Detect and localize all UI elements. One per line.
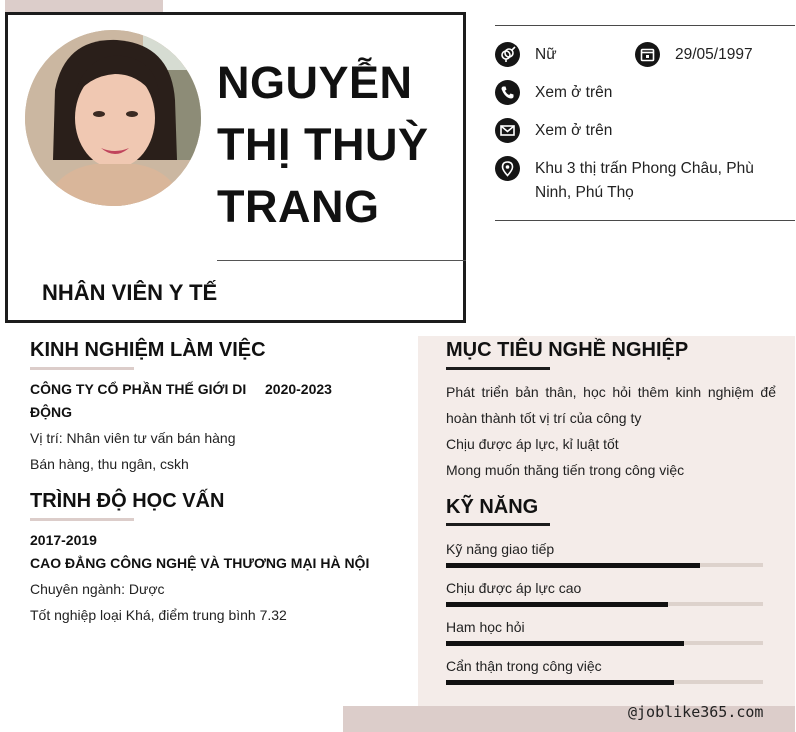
- objective-line: Phát triển bản thân, học hỏi thêm kinh nghiệm để hoàn thành tốt vị trí của công ty: [446, 384, 776, 426]
- objective-line: Chịu được áp lực, kỉ luật tốt: [446, 436, 619, 452]
- skill-bar-fill: [446, 602, 668, 607]
- skill-bar-fill: [446, 641, 684, 646]
- education-heading-bar: [30, 518, 134, 521]
- objective-heading-bar: [446, 367, 550, 370]
- skill-label: Cẩn thận trong công việc: [446, 658, 602, 674]
- page-title: NGUYỄN THỊ THUỲ TRANG: [217, 57, 429, 232]
- objective-heading: MỤC TIÊU NGHỀ NGHIỆP: [446, 339, 689, 361]
- skill-label: Ham học hỏi: [446, 619, 525, 635]
- email-icon: [495, 118, 520, 143]
- education-result: Tốt nghiệp loại Khá, điểm trung bình 7.32: [30, 607, 287, 623]
- phone-value: Xem ở trên: [535, 84, 613, 101]
- skill-bar-fill: [446, 680, 674, 685]
- name-divider: [217, 260, 466, 261]
- contact-top-divider: [495, 25, 795, 26]
- avatar-image: [25, 30, 201, 206]
- skill-label: Kỹ năng giao tiếp: [446, 541, 555, 557]
- experience-duties: Bán hàng, thu ngân, cskh: [30, 456, 189, 472]
- skills-heading: KỸ NĂNG: [446, 496, 539, 518]
- skill-bar-track: [446, 680, 763, 684]
- skills-heading-bar: [446, 523, 550, 526]
- experience-period: 2020-2023: [265, 381, 332, 397]
- skill-bar-track: [446, 563, 763, 567]
- watermark: @joblike365.com: [628, 703, 764, 721]
- birthday-value: 29/05/1997: [675, 46, 753, 63]
- gender-icon: [495, 42, 520, 67]
- skill-bar-track: [446, 641, 763, 645]
- phone-icon: [495, 80, 520, 105]
- skill-bar-fill: [446, 563, 700, 568]
- avatar: [25, 30, 201, 206]
- education-school: CAO ĐẲNG CÔNG NGHỆ VÀ THƯƠNG MẠI HÀ NỘI: [30, 555, 370, 571]
- email-value: Xem ở trên: [535, 122, 613, 139]
- location-icon: [495, 156, 520, 181]
- contact-bottom-divider: [495, 220, 795, 221]
- experience-position: Vị trí: Nhân viên tư vấn bán hàng: [30, 430, 236, 446]
- skill-label: Chịu được áp lực cao: [446, 580, 582, 596]
- experience-heading-bar: [30, 367, 134, 370]
- calendar-icon: [635, 42, 660, 67]
- education-heading: TRÌNH ĐỘ HỌC VẤN: [30, 490, 225, 512]
- experience-heading: KINH NGHIỆM LÀM VIỆC: [30, 339, 266, 361]
- skill-bar-track: [446, 602, 763, 606]
- job-title: NHÂN VIÊN Y TẾ: [42, 280, 218, 305]
- experience-company: CÔNG TY CỔ PHẦN THẾ GIỚI DI ĐỘNG: [30, 381, 247, 420]
- address-value: Khu 3 thị trấn Phong Châu, Phù Ninh, Phú Thọ: [535, 160, 754, 201]
- education-period: 2017-2019: [30, 532, 97, 548]
- objective-line: Mong muốn thăng tiến trong công việc: [446, 462, 685, 478]
- gender-value: Nữ: [535, 46, 557, 63]
- education-major: Chuyên ngành: Dược: [30, 581, 165, 597]
